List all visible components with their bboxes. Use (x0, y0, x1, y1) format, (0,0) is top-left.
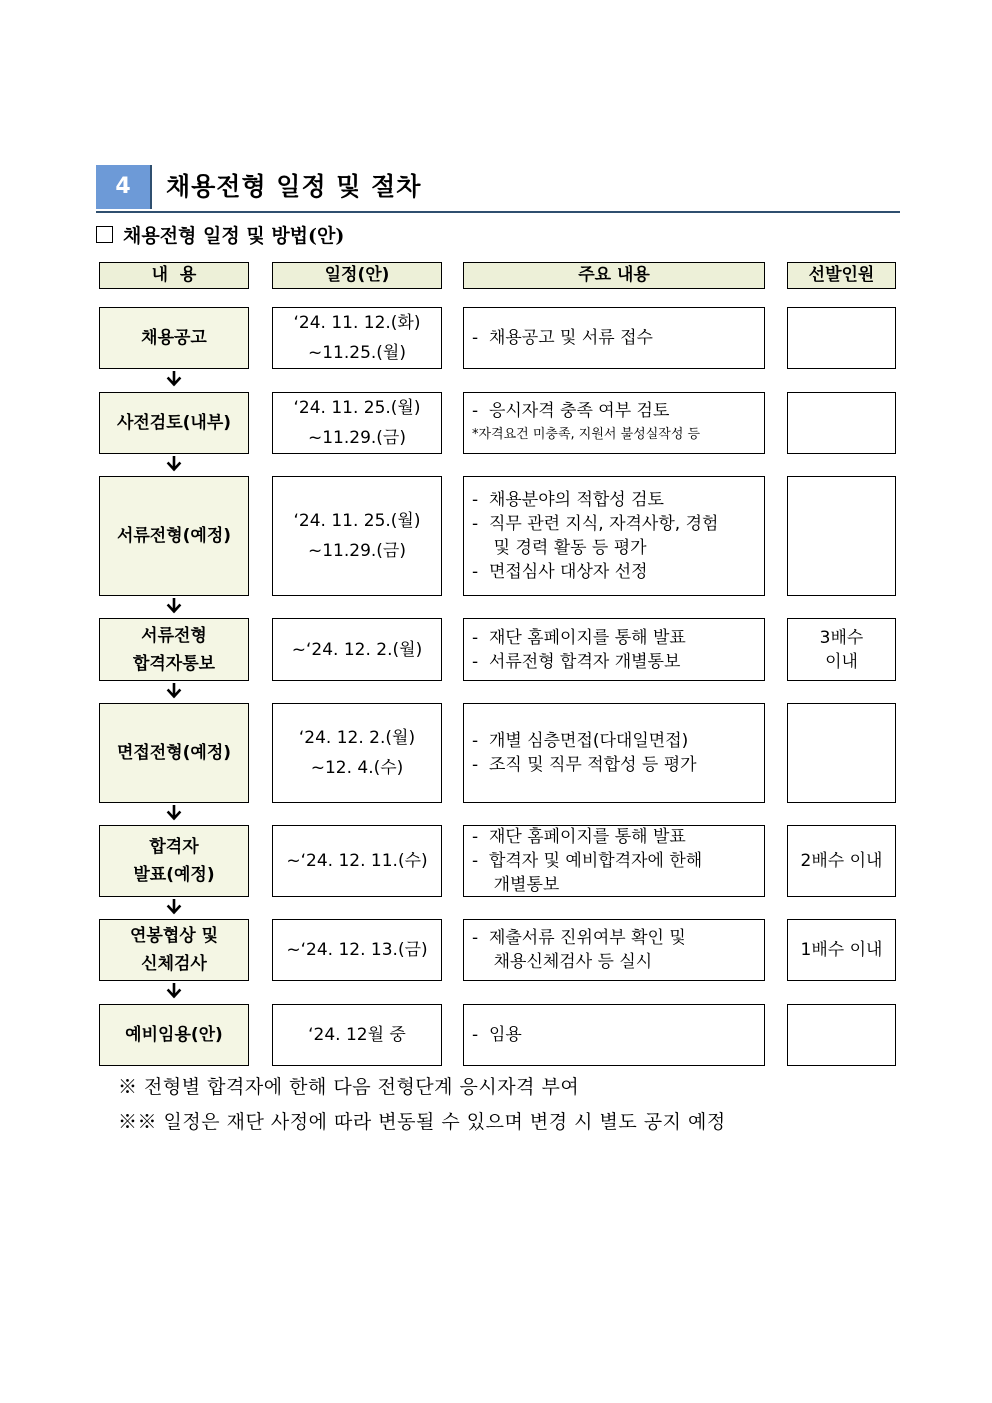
step-detail-line: 채용신체검사 등 실시 (472, 952, 653, 972)
step-details-cell (463, 825, 765, 897)
section-title: 채용전형 일정 및 절차 (166, 172, 422, 201)
step-name-line: 채용공고 (141, 328, 207, 348)
step-schedule-cell (272, 703, 442, 803)
step-selection-line: 2배수 이내 (800, 851, 883, 871)
header-selection: 선발인원 (787, 262, 896, 289)
step-name-cell (99, 307, 249, 369)
step-detail-line: - 채용분야의 적합성 검토 (472, 490, 664, 510)
step-schedule-line: ~11.29.(금) (307, 428, 406, 448)
step-name-cell (99, 476, 249, 596)
step-schedule-cell (272, 618, 442, 681)
step-schedule-line: ‘24. 12월 중 (308, 1025, 406, 1045)
step-schedule-cell (272, 919, 442, 981)
step-name-line: 발표(예정) (133, 865, 215, 885)
step-details-cell (463, 703, 765, 803)
step-detail-line: - 재단 홈페이지를 통해 발표 (472, 827, 686, 847)
step-selection-cell (787, 476, 896, 596)
step-detail-line: - 개별 심층면접(다대일면접) (472, 731, 689, 751)
step-selection-line: 3배수 (819, 627, 864, 648)
step-detail-line: - 채용공고 및 서류 접수 (472, 328, 653, 348)
step-detail-line: - 응시자격 충족 여부 검토 (472, 401, 670, 421)
step-note: *자격요건 미충족, 지원서 불성실작성 등 (472, 427, 701, 442)
subheading-text: 채용전형 일정 및 방법(안) (123, 225, 345, 247)
step-name-line: 합격자통보 (132, 653, 216, 674)
section-header (96, 165, 900, 213)
step-schedule-line: ~‘24. 12. 11.(수) (286, 851, 428, 871)
step-name-cell (99, 703, 249, 803)
step-schedule-line: ~11.25.(월) (307, 343, 406, 363)
step-schedule-cell (272, 476, 442, 596)
step-name-cell (99, 618, 249, 681)
step-selection-cell (787, 618, 896, 681)
step-name-line: 신체검사 (141, 954, 207, 974)
step-details-cell (463, 307, 765, 369)
subheading (96, 223, 344, 249)
step-schedule-line: ‘24. 11. 25.(월) (293, 398, 421, 418)
step-schedule-cell (272, 825, 442, 897)
step-schedule-line: ~‘24. 12. 2.(월) (291, 639, 423, 660)
step-details-cell (463, 919, 765, 981)
header-content (99, 262, 249, 289)
step-selection-cell (787, 307, 896, 369)
step-name-line: 예비임용(안) (125, 1025, 223, 1045)
step-details-cell (463, 476, 765, 596)
step-detail-line: 개별통보 (472, 875, 560, 895)
step-selection-cell (787, 1004, 896, 1066)
step-detail-line: - 임용 (472, 1025, 522, 1045)
header-content-label: 내 용 (151, 265, 197, 285)
step-detail-line: - 조직 및 직무 적합성 등 평가 (472, 755, 697, 775)
step-selection-cell (787, 919, 896, 981)
step-schedule-line: ~‘24. 12. 13.(금) (286, 940, 428, 960)
step-name-line: 연봉협상 및 (129, 926, 219, 946)
header-main: 주요 내용 (463, 262, 765, 289)
step-schedule-cell (272, 392, 442, 454)
step-schedule-line: ~12. 4.(수) (310, 758, 404, 778)
step-detail-line: - 제출서류 진위여부 확인 및 (472, 928, 686, 948)
step-details-cell (463, 392, 765, 454)
step-schedule-line: ‘24. 11. 12.(화) (293, 313, 421, 333)
step-detail-line: - 재단 홈페이지를 통해 발표 (472, 627, 686, 648)
empty-square-icon (96, 226, 113, 243)
step-schedule-line: ‘24. 11. 25.(월) (293, 511, 421, 531)
step-name-cell (99, 1004, 249, 1066)
step-selection-line: 이내 (825, 651, 858, 672)
step-schedule-cell (272, 1004, 442, 1066)
footnote-2: ※※ 일정은 재단 사정에 따라 변동될 수 있으며 변경 시 별도 공지 예정 (118, 1111, 726, 1133)
step-selection-line: 1배수 이내 (800, 940, 883, 960)
step-detail-line: 및 경력 활동 등 평가 (472, 538, 647, 558)
step-details-cell (463, 1004, 765, 1066)
step-schedule-line: ‘24. 12. 2.(월) (298, 728, 416, 748)
step-detail-line: - 합격자 및 예비합격자에 한해 (472, 851, 703, 871)
header-schedule: 일정(안) (272, 262, 442, 289)
step-schedule-line: ~11.29.(금) (307, 541, 406, 561)
step-detail-line: - 서류전형 합격자 개별통보 (472, 651, 681, 672)
step-name-cell (99, 825, 249, 897)
step-name-line: 서류전형 (141, 625, 207, 646)
step-name-line: 서류전형(예정) (116, 526, 232, 546)
step-name-cell (99, 392, 249, 454)
step-selection-cell (787, 825, 896, 897)
section-number: 4 (96, 165, 152, 209)
step-schedule-cell (272, 307, 442, 369)
step-details-cell (463, 618, 765, 681)
step-selection-cell (787, 392, 896, 454)
step-detail-line: - 면접심사 대상자 선정 (472, 562, 648, 582)
step-name-line: 사전검토(내부) (116, 413, 232, 433)
step-name-line: 면접전형(예정) (116, 743, 232, 763)
step-detail-line: - 직무 관련 지식, 자격사항, 경험 (472, 514, 719, 534)
step-name-line: 합격자 (149, 837, 199, 857)
step-name-cell (99, 919, 249, 981)
step-selection-cell (787, 703, 896, 803)
footnote-1: ※ 전형별 합격자에 한해 다음 전형단계 응시자격 부여 (118, 1076, 580, 1098)
